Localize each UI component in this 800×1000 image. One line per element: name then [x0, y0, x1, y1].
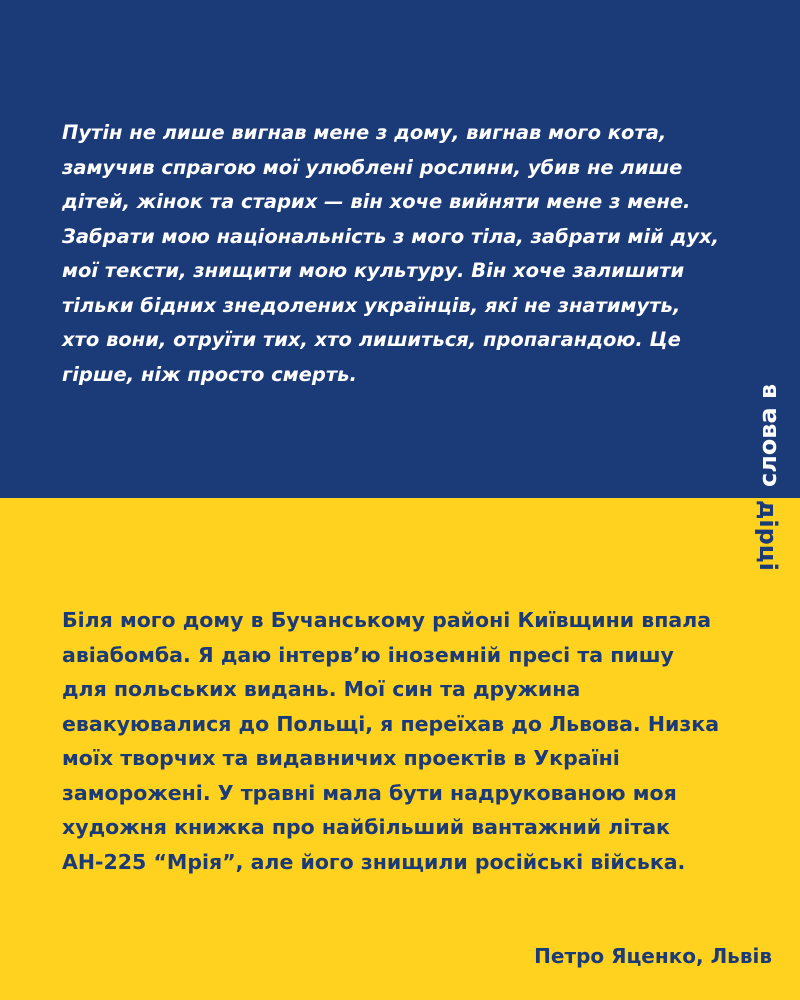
brand-logo	[748, 380, 788, 570]
quote-text: Путін не лише вигнав мене з дому, вигнав мого кота, замучив спрагою мої улюблені рослини, убив не лише дітей, жінок та старих — він хоче вийняти мене з мене. Забрати мою національність з мого тіла, забрати мій дух, мої тексти, знищити мою культуру. Він хоче залишити тільки бідних знедолених українців, які не знатимуть, хто вони, отруїти тих, хто лишиться, пропагандою. Це гірше, ніж просто смерть.	[62, 121, 720, 386]
logo-line-top: слова в	[754, 383, 782, 487]
logo-line-bottom: дірці	[754, 500, 782, 571]
story-text: Біля мого дому в Бучанському районі Київщини впала авіабомба. Я даю інтерв’ю іноземній пресі та пишу для польських видань. Мої син та дружина евакуювалися до Польщі, я переїхав до Львова. Низка моїх творчих та видавничих проектів в Україні заморожені. У травні мала бути надрукованою моя художня книжка про найбільший вантажний літак АН-225 “Мрія”, але його знищили російські війська.	[62, 608, 720, 874]
author-signature: Петро Яценко, Львів	[534, 944, 772, 968]
